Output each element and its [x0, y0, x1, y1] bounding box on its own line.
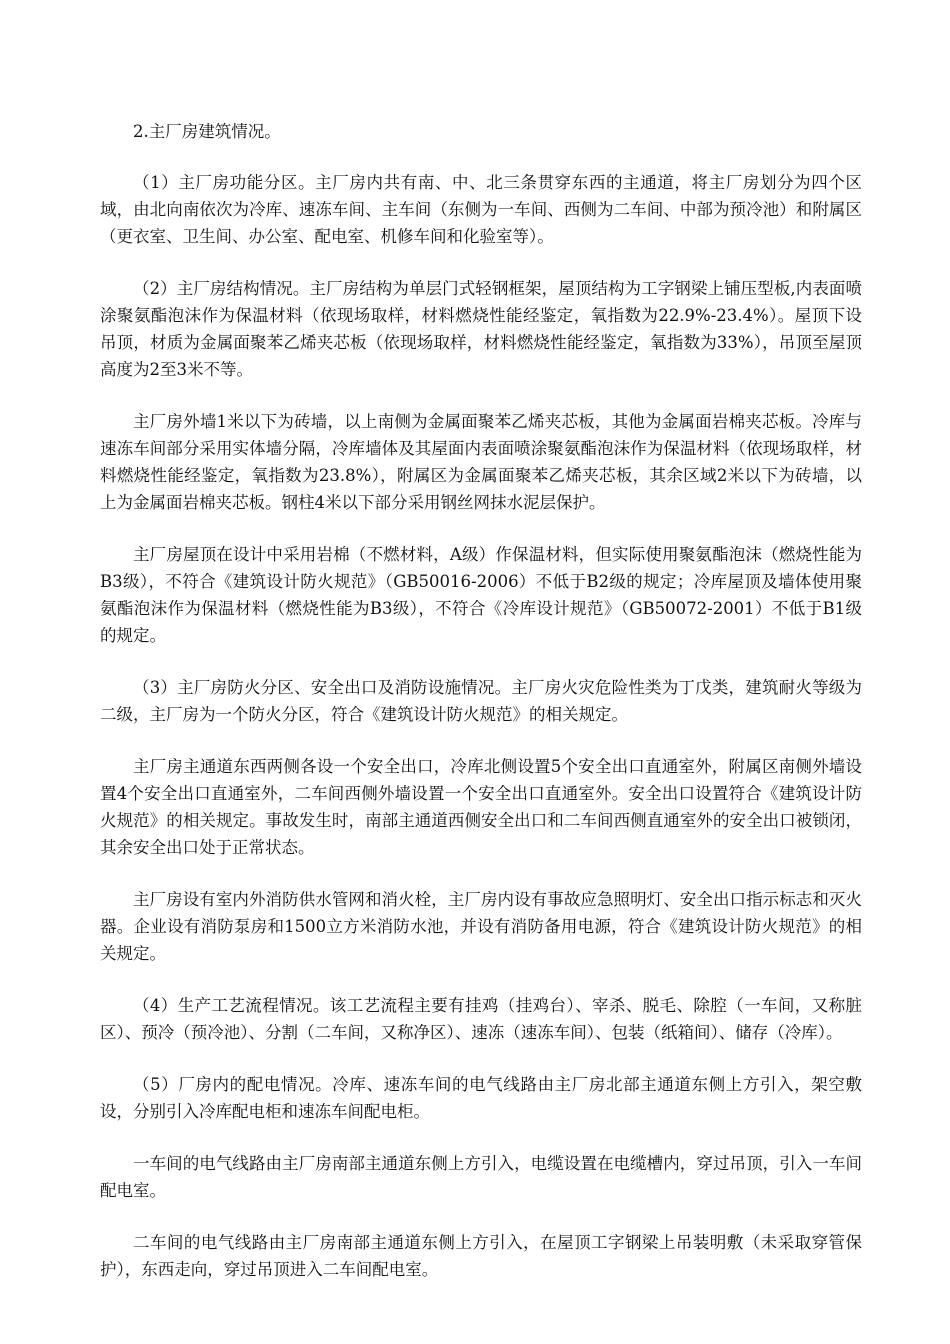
paragraph-fire-compartment: （3）主厂房防火分区、安全出口及消防设施情况。主厂房火灾危险性类为丁戊类，建筑耐火等级为二级，主厂房为一个防火分区，符合《建筑设计防火规范》的相关规定。	[100, 678, 862, 724]
paragraph-workshop-two-wiring: 二车间的电气线路由主厂房南部主通道东侧上方引入，在屋顶工字钢梁上吊装明敷（未采取穿管保护），东西走向，穿过吊顶进入二车间配电室。	[100, 1233, 862, 1279]
paragraph-fire-facilities: 主厂房设有室内外消防供水管网和消火栓，主厂房内设有事故应急照明灯、安全出口指示标志和灭火器。企业设有消防泵房和1500立方米消防水池，并设有消防备用电源，符合《建筑设计防火规范》的相关规定。	[100, 890, 862, 963]
paragraph-power-distribution: （5）厂房内的配电情况。冷库、速冻车间的电气线路由主厂房北部主通道东侧上方引入，架空敷设，分别引入冷库配电柜和速冻车间配电柜。	[100, 1075, 862, 1121]
paragraph-safety-exits: 主厂房主通道东西两侧各设一个安全出口，冷库北侧设置5个安全出口直通室外，附属区南侧外墙设置4个安全出口直通室外，二车间西侧外墙设置一个安全出口直通室外。安全出口设置符合《建筑设计防火规范》的相关规定。事故发生时，南部主通道西侧安全出口和二车间西侧直通室外的安全出口被锁闭，其余安全出口处于正常状态。	[100, 757, 862, 857]
paragraph-process-flow: （4）生产工艺流程情况。该工艺流程主要有挂鸡（挂鸡台）、宰杀、脱毛、除腔（一车间，又称脏区）、预冷（预冷池）、分割（二车间，又称净区）、速冻（速冻车间）、包装（纸箱间）、储存（冷库）。	[100, 996, 862, 1042]
paragraph-exterior-walls: 主厂房外墙1米以下为砖墙，以上南侧为金属面聚苯乙烯夹芯板，其他为金属面岩棉夹芯板。冷库与速冻车间部分采用实体墙分隔，冷库墙体及其屋面内表面喷涂聚氨酯泡沫作为保温材料（依现场取样，材料燃烧性能经鉴定，氧指数为23.8%），附属区为金属面聚苯乙烯夹芯板，其余区域2米以下为砖墙，以上为金属面岩棉夹芯板。钢柱4米以下部分采用钢丝网抹水泥层保护。	[100, 412, 862, 512]
section-heading: 2.主厂房建筑情况。	[133, 122, 281, 141]
paragraph-structure: （2）主厂房结构情况。主厂房结构为单层门式轻钢框架，屋顶结构为工字钢梁上铺压型板,内表面喷涂聚氨酯泡沫作为保温材料（依现场取样，材料燃烧性能经鉴定，氧指数为22.9%-23.4%）。屋顶下设吊顶，材质为金属面聚苯乙烯夹芯板（依现场取样，材料燃烧性能经鉴定，氧指数为33%），吊顶至屋顶高度为2至3米不等。	[100, 279, 862, 379]
document-body	[100, 118, 862, 1308]
paragraph-workshop-one-wiring: 一车间的电气线路由主厂房南部主通道东侧上方引入，电缆设置在电缆槽内，穿过吊顶，引入一车间配电室。	[100, 1154, 862, 1200]
paragraph-roof-insulation: 主厂房屋顶在设计中采用岩棉（不燃材料，A级）作保温材料，但实际使用聚氨酯泡沫（燃烧性能为B3级），不符合《建筑设计防火规范》（GB50016-2006）不低于B2级的规定；冷库屋顶及墙体使用聚氨酯泡沫作为保温材料（燃烧性能为B3级），不符合《冷库设计规范》（GB50072-2001）不低于B1级的规定。	[100, 545, 862, 645]
paragraph-functional-zoning: （1）主厂房功能分区。主厂房内共有南、中、北三条贯穿东西的主通道，将主厂房划分为四个区域，由北向南依次为冷库、速冻车间、主车间（东侧为一车间、西侧为二车间、中部为预冷池）和附属区（更衣室、卫生间、办公室、配电室、机修车间和化验室等）。	[100, 173, 862, 246]
